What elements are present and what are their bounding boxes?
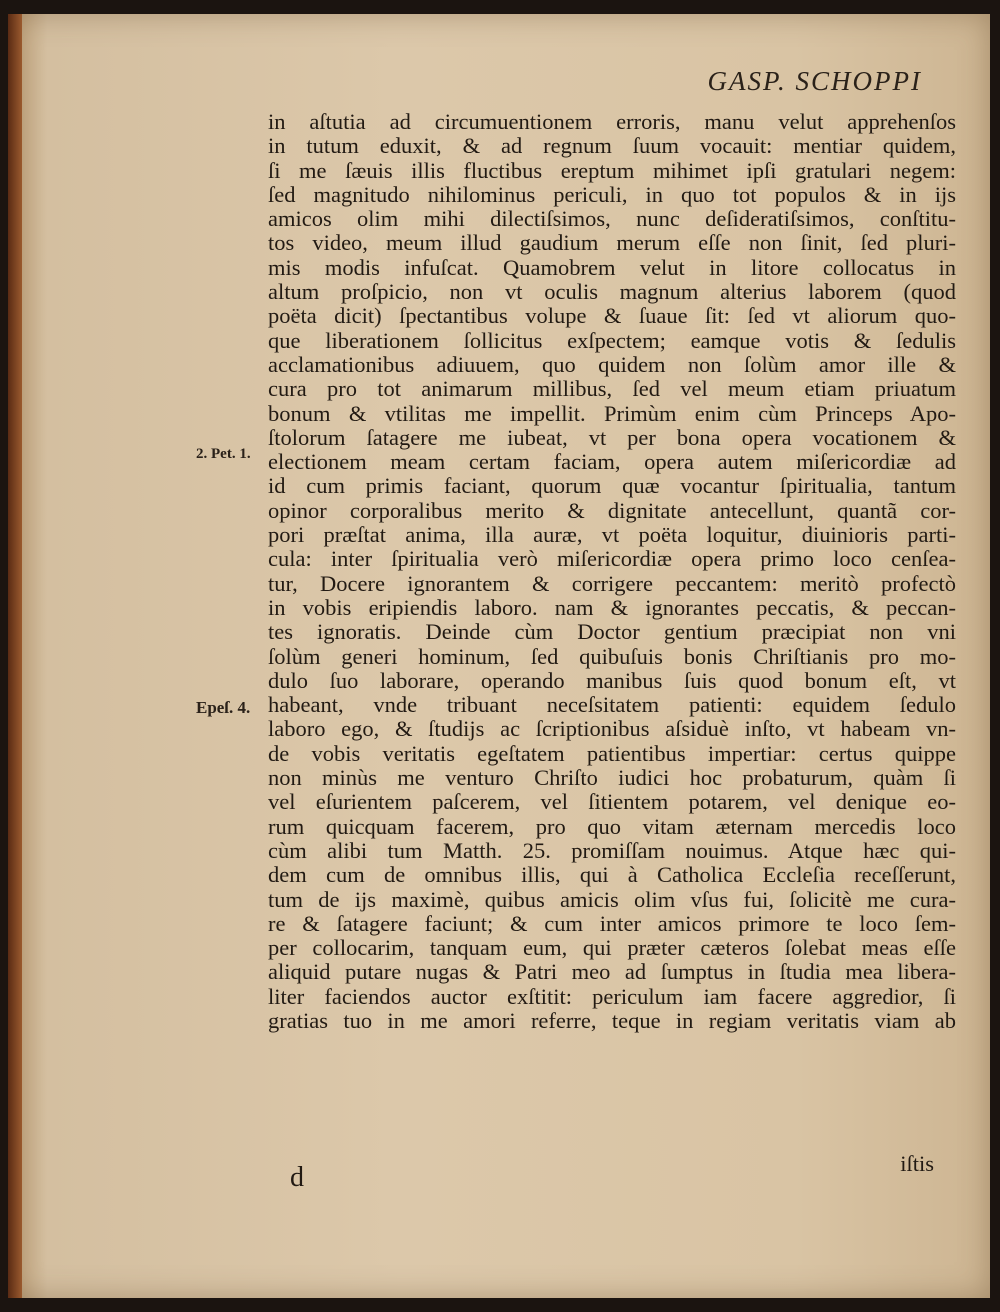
text-line: pori præſtat anima, illa auræ, vt poëta loquitur, diuinioris parti- [268, 523, 956, 548]
text-line: bonum & vtilitas me impellit. Primùm enim cùm Princeps Apo- [268, 401, 956, 426]
text-line: cula: inter ſpiritualia verò miſericordiæ opera primo loco cenſea- [268, 547, 956, 572]
text-line: dem cum de omnibus illis, qui à Catholica Eccleſia receſſerunt, [268, 863, 956, 888]
text-line: tes ignoratis. Deinde cùm Doctor gentium præcipiat non vni [268, 620, 956, 645]
text-line: liter faciendos auctor exſtitit: periculum iam facere aggredior, ſi [268, 984, 956, 1009]
text-line: electionem meam certam faciam, opera autem miſericordiæ ad [268, 450, 956, 475]
text-line: ſed magnitudo nihilominus periculi, in quo tot populos & in ijs [268, 182, 956, 207]
text-line: laboro ego, & ſtudijs ac ſcriptionibus aſsiduè inſto, vt habeam vn- [268, 717, 956, 742]
text-line: acclamationibus adiuuem, quo quidem non ſolùm amor ille & [268, 352, 956, 377]
text-line: altum proſpicio, non vt oculis magnum alterius laborem (quod [268, 280, 956, 305]
margin-note-ephes: Epeſ. 4. [196, 698, 251, 717]
body-text [268, 110, 956, 1033]
book-page [8, 14, 990, 1298]
signature-mark: d [290, 1162, 304, 1193]
text-line: rum quicquam facerem, pro quo vitam æternam mercedis loco [268, 814, 956, 839]
text-line: per collocarim, tanquam eum, qui præter cæteros ſolebat meas eſſe [268, 936, 956, 961]
margin-note-2-pet: 2. Pet. 1. [196, 446, 251, 462]
text-line: tur, Docere ignorantem & corrigere peccantem: meritò profectò [268, 571, 956, 596]
text-line: habeant, vnde tribuant neceſsitatem patienti: equidem ſedulo [268, 693, 956, 718]
text-line: re & ſatagere faciunt; & cum inter amicos primore te loco ſem- [268, 911, 956, 936]
text-line: non minùs me venturo Chriſto iudici hoc probaturum, quàm ſi [268, 766, 956, 791]
text-line: ſolùm generi hominum, ſed quibuſuis bonis Chriſtianis pro mo- [268, 644, 956, 669]
text-line: dulo ſuo laborare, operando manibus ſuis quod bonum eſt, vt [268, 668, 956, 693]
text-line: ſtolorum ſatagere me iubeat, vt per bona opera vocationem & [268, 425, 956, 450]
text-line: ſi me ſæuis illis fluctibus ereptum mihimet ipſi gratulari negem: [268, 158, 956, 183]
text-line: que liberationem ſollicitus exſpectem; eamque votis & ſedulis [268, 328, 956, 353]
text-line: id cum primis faciant, quorum quæ vocantur ſpiritualia, tantum [268, 474, 956, 499]
text-line: opinor corporalibus merito & dignitate antecellunt, quantã cor- [268, 498, 956, 523]
text-line: aliquid putare nugas & Patri meo ad ſumptus in ſtudia mea libera- [268, 960, 956, 985]
text-line: poëta dicit) ſpectantibus volupe & ſuaue ſit: ſed vt aliorum quo- [268, 304, 956, 329]
running-head: GASP. SCHOPPI [707, 66, 922, 96]
text-line: in vobis eripiendis laboro. nam & ignorantes peccatis, & peccan- [268, 595, 956, 620]
text-line: cùm alibi tum Matth. 25. promiſſam nouimus. Atque hæc qui- [268, 838, 956, 863]
text-line: de vobis veritatis egeſtatem patientibus impertiar: certus quippe [268, 741, 956, 766]
text-line: vel eſurientem paſcerem, vel ſitientem potarem, vel denique eo- [268, 790, 956, 815]
text-line: mis modis infuſcat. Quamobrem velut in litore collocatus in [268, 255, 956, 280]
text-line: amicos olim mihi dilectiſsimos, nunc deſideratiſsimos, conſtitu- [268, 207, 956, 232]
text-line: in aſtutia ad circumuentionem erroris, manu velut apprehenſos [268, 110, 956, 134]
text-line: in tutum eduxit, & ad regnum ſuum vocauit: mentiar quidem, [268, 134, 956, 159]
catchword: iſtis [900, 1151, 934, 1176]
text-line: gratias tuo in me amori referre, teque in regiam veritatis viam ab [268, 1008, 956, 1033]
book-spine [8, 14, 22, 1298]
text-line: tos video, meum illud gaudium merum eſſe non ſinit, ſed pluri- [268, 231, 956, 256]
text-line: cura pro tot animarum millibus, ſed vel meum etiam priuatum [268, 377, 956, 402]
text-line: tum de ijs maximè, quibus amicis olim vſus fui, ſolicitè me cura- [268, 887, 956, 912]
